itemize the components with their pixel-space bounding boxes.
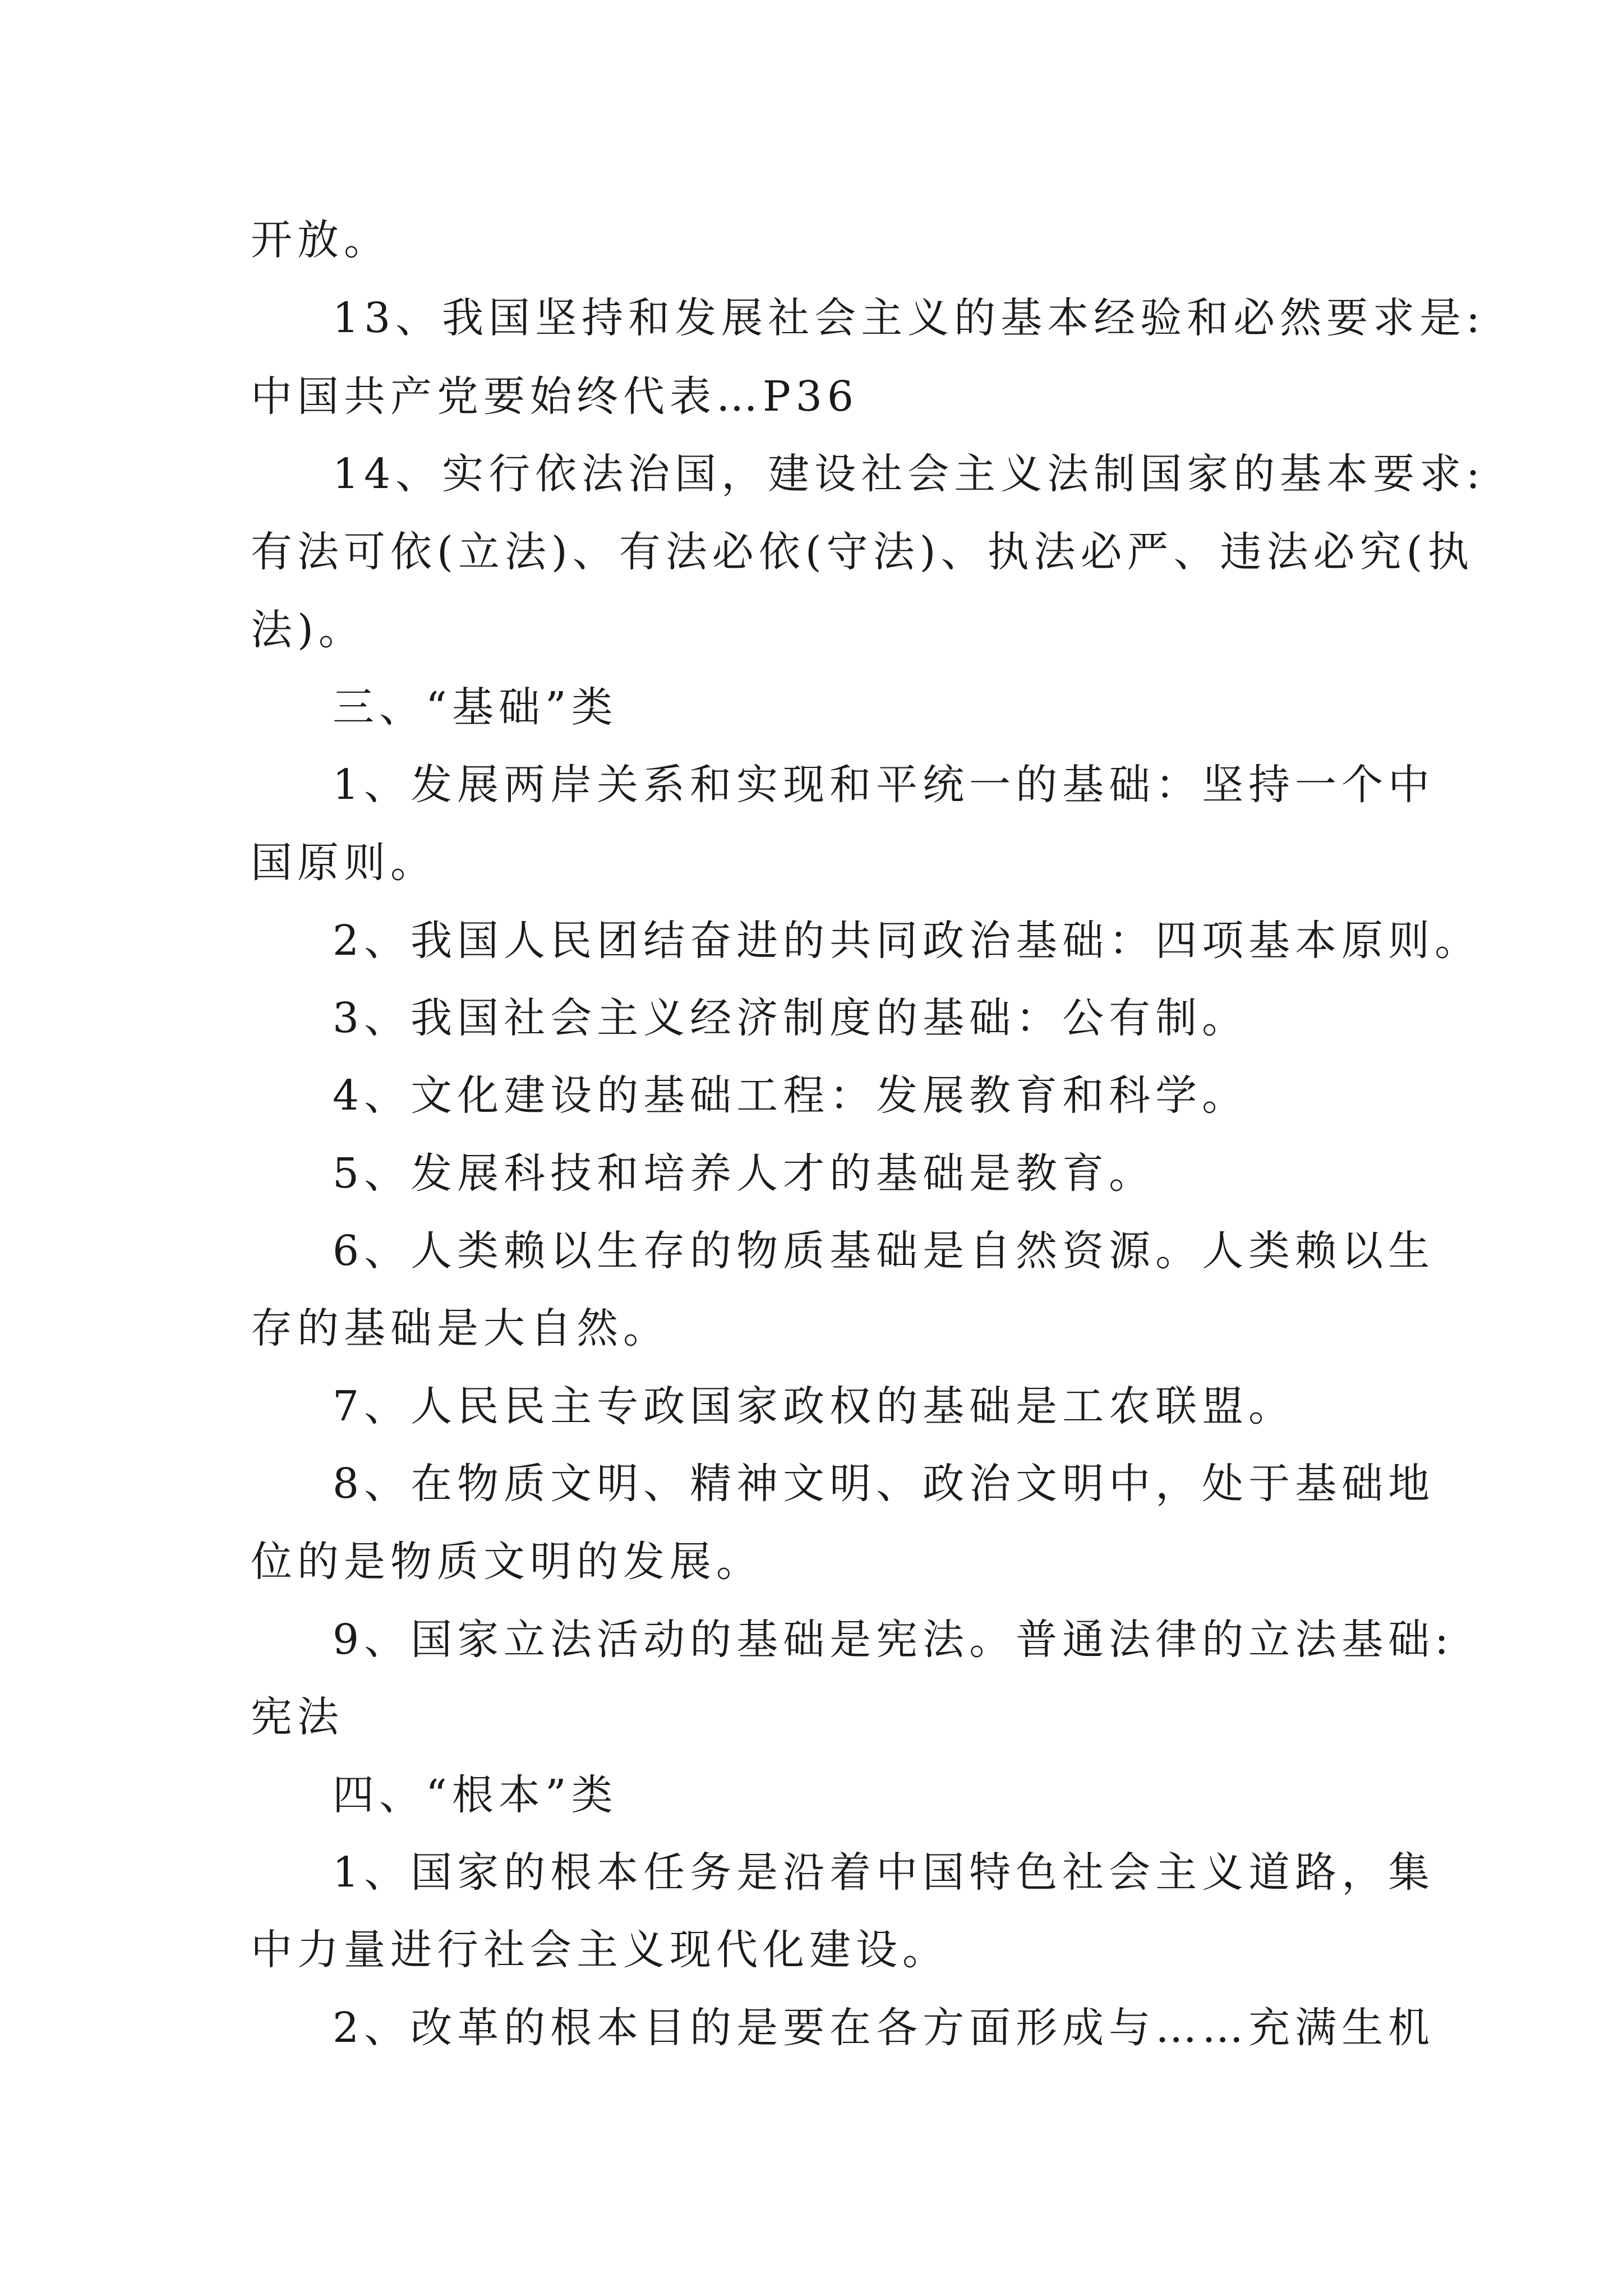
text-line: 宪法 — [251, 1693, 344, 1741]
text-line: 4、文化建设的基础工程：发展教育和科学。 — [333, 1071, 1249, 1120]
text-line: 8、在物质文明、精神文明、政治文明中，处于基础地 — [333, 1460, 1435, 1508]
text-line: 5、发展科技和培养人才的基础是教育。 — [333, 1149, 1156, 1198]
text-line: 1、国家的根本任务是沿着中国特色社会主义道路，集 — [333, 1848, 1435, 1897]
text-line: 位的是物质文明的发展。 — [251, 1538, 763, 1586]
text-line: 7、人民民主专政国家政权的基础是工农联盟。 — [333, 1382, 1295, 1430]
text-line: 14、实行依法治国，建设社会主义法制国家的基本要求: — [333, 450, 1486, 498]
text-line: 2、我国人民团结奋进的共同政治基础：四项基本原则。 — [333, 917, 1482, 965]
text-line: 3、我国社会主义经济制度的基础：公有制。 — [333, 994, 1249, 1042]
section-heading: 三、“基础”类 — [333, 683, 618, 731]
text-line: 中国共产党要始终代表…P36 — [251, 372, 859, 421]
text-line: 9、国家立法活动的基础是宪法。普通法律的立法基础: — [333, 1616, 1454, 1664]
text-line: 1、发展两岸关系和实现和平统一的基础：坚持一个中 — [333, 761, 1435, 809]
text-line: 中力量进行社会主义现代化建设。 — [251, 1926, 949, 1974]
section-heading: 四、“根本”类 — [333, 1771, 618, 1819]
text-line: 法)。 — [251, 606, 365, 654]
text-line: 6、人类赖以生存的物质基础是自然资源。人类赖以生 — [333, 1227, 1435, 1275]
text-line: 13、我国坚持和发展社会主义的基本经验和必然要求是: — [333, 294, 1486, 342]
text-line: 存的基础是大自然。 — [251, 1304, 670, 1352]
text-line: 2、改革的根本目的是要在各方面形成与……充满生机 — [333, 2004, 1435, 2052]
text-line: 有法可依(立法)、有法必依(守法)、执法必严、违法必究(执 — [251, 528, 1474, 576]
text-line: 开放。 — [251, 216, 390, 264]
text-line: 国原则。 — [251, 839, 437, 887]
